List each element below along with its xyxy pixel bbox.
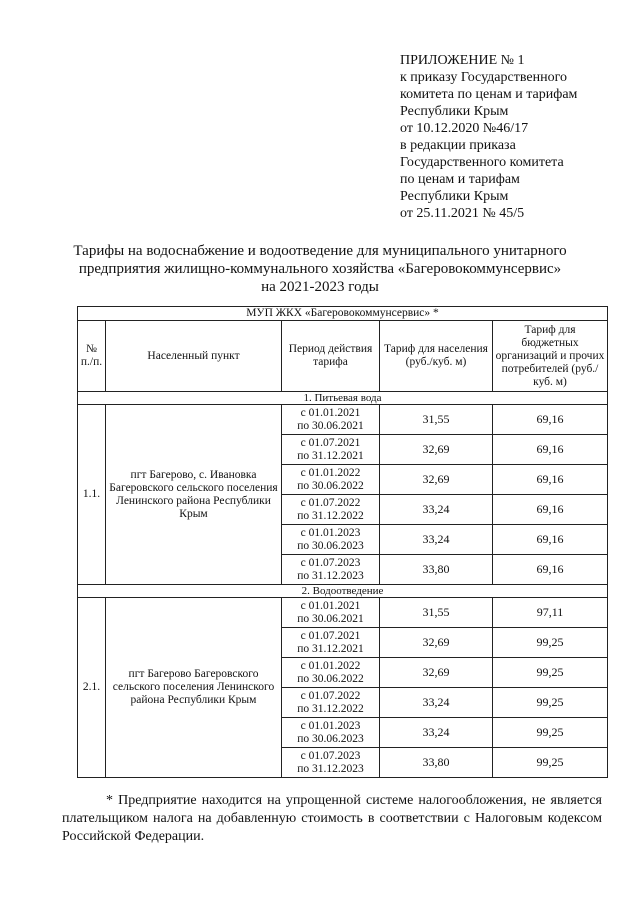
row-number: 1.1. — [78, 405, 106, 585]
population-tariff: 33,24 — [380, 495, 493, 525]
header-num: № п./п. — [78, 321, 106, 392]
period-from: с 01.07.2021 — [300, 436, 361, 449]
period-from: с 01.01.2021 — [300, 599, 361, 612]
title-line: Тарифы на водоснабжение и водоотведение для муниципального унитарного — [73, 243, 567, 259]
appendix-line: в редакции приказа — [400, 138, 516, 153]
population-tariff: 33,80 — [380, 748, 493, 778]
header-budget-tariff: Тариф для бюджетных организаций и прочих потребителей (руб./куб. м) — [493, 321, 608, 392]
place-name: пгт Багерово Багеровского сельского поселения Ленинского района Республики Крым — [106, 598, 282, 778]
period-from: с 01.07.2023 — [300, 556, 361, 569]
period-from: с 01.01.2023 — [300, 526, 361, 539]
budget-tariff: 99,25 — [493, 718, 608, 748]
appendix-line: к приказу Государственного — [400, 70, 567, 85]
period-from: с 01.07.2023 — [300, 749, 361, 762]
period-from: с 01.07.2021 — [300, 629, 361, 642]
budget-tariff: 69,16 — [493, 405, 608, 435]
population-tariff: 31,55 — [380, 598, 493, 628]
table-row — [78, 405, 608, 435]
appendix-line: Республики Крым — [400, 104, 509, 119]
period-cell — [282, 688, 380, 718]
appendix-line: по ценам и тарифам — [400, 172, 520, 187]
period-to: по 30.06.2021 — [297, 419, 364, 432]
budget-tariff: 69,16 — [493, 495, 608, 525]
population-tariff: 32,69 — [380, 658, 493, 688]
population-tariff: 32,69 — [380, 435, 493, 465]
period-from: с 01.01.2021 — [300, 406, 361, 419]
table-row — [78, 598, 608, 628]
period-cell — [282, 658, 380, 688]
budget-tariff: 69,16 — [493, 435, 608, 465]
header-period: Период действия тарифа — [282, 321, 380, 392]
budget-tariff: 99,25 — [493, 658, 608, 688]
budget-tariff: 99,25 — [493, 688, 608, 718]
appendix-line: от 10.12.2020 №46/17 — [400, 121, 529, 136]
budget-tariff: 69,16 — [493, 555, 608, 585]
org-name: МУП ЖКХ «Багеровокоммунсервис» * — [78, 307, 608, 321]
row-number: 2.1. — [78, 598, 106, 778]
footnote: * Предприятие находится на упрощенной системе налогообложения, не является плательщиком налога на добавленную стоимость в соответствии с Налоговым кодексом Российской Федерации. — [62, 793, 602, 844]
period-to: по 31.12.2023 — [297, 569, 364, 582]
period-to: по 30.06.2021 — [297, 612, 364, 625]
period-cell — [282, 748, 380, 778]
appendix-line: комитета по ценам и тарифам — [400, 87, 578, 102]
population-tariff: 33,24 — [380, 525, 493, 555]
period-to: по 31.12.2022 — [297, 509, 364, 522]
period-from: с 01.01.2023 — [300, 719, 361, 732]
budget-tariff: 69,16 — [493, 525, 608, 555]
population-tariff: 32,69 — [380, 465, 493, 495]
period-cell — [282, 435, 380, 465]
period-cell — [282, 465, 380, 495]
section-title: 1. Питьевая вода — [78, 392, 608, 405]
period-cell — [282, 718, 380, 748]
header-place: Населенный пункт — [106, 321, 282, 392]
budget-tariff: 97,11 — [493, 598, 608, 628]
budget-tariff: 99,25 — [493, 748, 608, 778]
period-from: с 01.01.2022 — [300, 659, 361, 672]
tariff-table — [77, 306, 608, 778]
section-title: 2. Водоотведение — [78, 585, 608, 598]
title-line: предприятия жилищно-коммунального хозяйства «Багеровокоммунсервис» — [78, 261, 562, 277]
document-title — [40, 242, 600, 296]
period-cell — [282, 405, 380, 435]
appendix-block — [400, 52, 630, 222]
population-tariff: 32,69 — [380, 628, 493, 658]
period-cell — [282, 525, 380, 555]
period-to: по 30.06.2023 — [297, 732, 364, 745]
period-to: по 30.06.2022 — [297, 672, 364, 685]
period-to: по 31.12.2022 — [297, 702, 364, 715]
population-tariff: 33,24 — [380, 688, 493, 718]
period-cell — [282, 628, 380, 658]
period-from: с 01.07.2022 — [300, 496, 361, 509]
appendix-line: Государственного комитета — [400, 155, 564, 170]
period-to: по 30.06.2022 — [297, 479, 364, 492]
period-to: по 31.12.2021 — [297, 642, 364, 655]
appendix-line: ПРИЛОЖЕНИЕ № 1 — [400, 53, 525, 68]
appendix-line: от 25.11.2021 № 45/5 — [400, 206, 525, 221]
header-population-tariff: Тариф для населения (руб./куб. м) — [380, 321, 493, 392]
period-to: по 31.12.2021 — [297, 449, 364, 462]
period-to: по 31.12.2023 — [297, 762, 364, 775]
period-cell — [282, 555, 380, 585]
period-to: по 30.06.2023 — [297, 539, 364, 552]
budget-tariff: 99,25 — [493, 628, 608, 658]
place-name: пгт Багерово, с. Ивановка Багеровского сельского поселения Ленинского района Республики Крым — [106, 405, 282, 585]
period-cell — [282, 495, 380, 525]
title-line: на 2021-2023 годы — [261, 279, 379, 295]
period-cell — [282, 598, 380, 628]
population-tariff: 33,24 — [380, 718, 493, 748]
period-from: с 01.01.2022 — [300, 466, 361, 479]
appendix-line: Республики Крым — [400, 189, 509, 204]
population-tariff: 31,55 — [380, 405, 493, 435]
period-from: с 01.07.2022 — [300, 689, 361, 702]
budget-tariff: 69,16 — [493, 465, 608, 495]
population-tariff: 33,80 — [380, 555, 493, 585]
